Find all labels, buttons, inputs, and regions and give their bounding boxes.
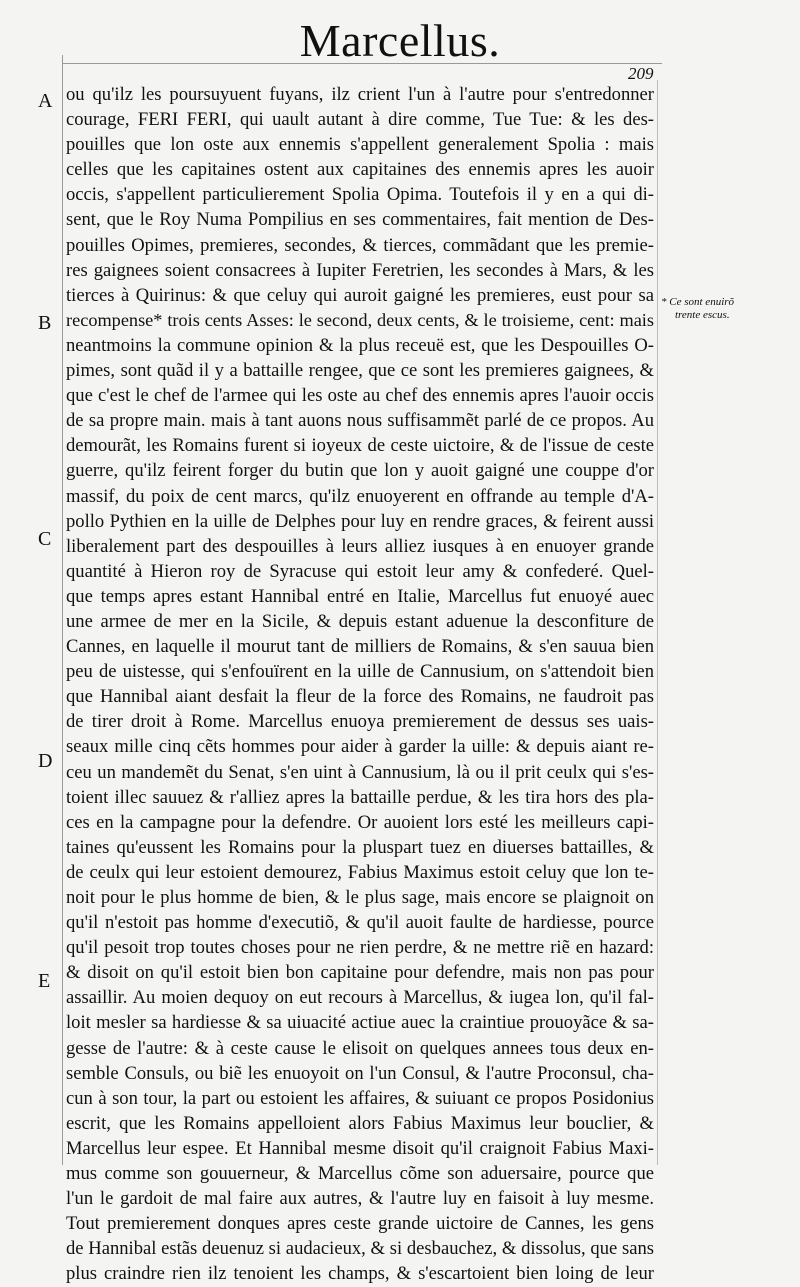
text-line: de tirer droit à Rome. Marcellus enuoya premierement de dessus ses uais- [66,711,654,733]
text-line: plus craindre rien ilz tenoient les champs, & s'escartoient bien loing de leur [66,1263,654,1285]
text-line: neantmoins la commune opinion & la plus receuë est, que les Despouilles O- [66,334,654,356]
text-line: peu de uistesse, qui s'enfouïrent en la uille de Cannusium, on s'attendoit bien [66,661,654,683]
text-line: assaillir. Au moien dequoy on eut recours à Marcellus, & iugea lon, qu'il fal- [66,987,654,1009]
text-line: massif, du poix de cent marcs, qu'ilz enuoyerent en offrande au temple d'A- [66,485,654,507]
page-number: 209 [628,64,654,83]
text-line: que Hannibal aiant desfait la fleur de la force des Romains, ne faudroit pas [66,686,654,708]
text-line: ces en la campagne pour la defendre. Or auoient lors esté les meilleurs capi- [66,811,654,833]
text-line: Cannes, en laquelle il mourut tant de milliers de Romains, & s'en sauua bien [66,636,654,658]
text-line: gesse de l'autre: & à ceste cause le elisoit on quelques annees tous deux en- [66,1037,654,1059]
text-line: Marcellus leur espee. Et Hannibal mesme disoit qu'il craignoit Fabius Maxi- [66,1137,654,1159]
section-marker-b: B [38,312,52,334]
text-line: Tout premierement donques apres ceste grande uictoire de Cannes, les gens [66,1213,654,1235]
text-line: pouilles que lon oste aux ennemis s'appellent generalement Spolia : mais [66,134,654,156]
section-marker-d: D [38,750,53,772]
text-line: de sa propre main. mais à tant auons nous suffisammẽt parlé de ce propos. Au [66,410,654,432]
section-marker-c: C [38,528,52,550]
right-margin-rule [657,80,658,1165]
text-line: ceu un mandemẽt du Senat, s'en uint à Cannusium, là ou il prit ceulx qui s'es- [66,761,654,783]
text-line: l'un le gardoit de mal faire aux autres, & l'autre luy en faisoit à luy mesme. [66,1188,654,1210]
left-margin-rule [62,55,63,1165]
marginal-note [661,296,796,322]
text-line: que c'est le chef de l'armee qui les oste au chef des ennemis apres l'auoir occis [66,385,654,407]
text-line: toient illec sauuez & r'alliez apres la battaille perdue, & les tira hors des pla- [66,786,654,808]
text-line: courage, FERI FERI, qui uault autant à dire comme, Tue Tue: & les des- [66,109,654,131]
text-line: pouilles Opimes, premieres, secondes, & tierces, commãdant que les premie- [66,234,654,256]
text-line: recompense* trois cents Asses: le second, deux cents, & le troisieme, cent: mais [66,309,654,330]
text-line: liberalement part des despouilles à leurs alliez iusques à en enuoyer grande [66,535,654,557]
text-line: qu'il n'estoit pas homme d'executiõ, & qu'il auoit faulte de hardiesse, pource [66,912,654,934]
text-line: qu'il pesoit trop toutes choses pour ne rien perdre, & ne mettre riẽ en hazard: [66,937,654,959]
text-line: cun à son tour, la part ou estoient les affaires, & suiuant ce propos Posidonius [66,1087,654,1109]
text-line: taines qu'eussent les Romains pour la pluspart tuez en diuerses battailles, & [66,836,654,858]
running-title: Marcellus. [299,15,501,66]
text-line: semble Consuls, ou biẽ les enuoyoit on l'un Consul, & l'autre Proconsul, cha- [66,1062,654,1084]
text-line: de Hannibal estãs deuenuz si audacieux, & si desbauchez, & dissolus, que sans [66,1238,654,1260]
text-line: celles que les capitaines ostent aux capitaines des ennemis apres les auoir [66,159,654,181]
text-line: & disoit on qu'il estoit bien bon capitaine pour defendre, mais non pas pour [66,962,654,984]
text-line: mus comme son gouuerneur, & Marcellus cõme son aduersaire, pource que [66,1163,654,1185]
text-line: quantité à Hieron roy de Syracuse qui estoit leur amy & confederé. Quel- [66,560,654,582]
section-marker-a: A [38,90,53,112]
text-line: noit pour le plus homme de bien, & le plus sage, mais encore se plaignoit on [66,887,654,908]
text-line: une armee de mer en la Sicile, & depuis estant aduenue la desconfiture de [66,610,654,632]
text-line: demourãt, les Romains furent si ioyeux de ceste uictoire, & de l'issue de ceste [66,435,654,457]
marginal-note-line: * Ce sont enuirõ [661,296,735,308]
text-line: sent, que le Roy Numa Pompilius en ses commentaires, fait mention de Des- [66,209,654,231]
text-line: occis, s'appellent particulierement Spolia Opima. Toutefois il y en a qui di- [66,184,654,206]
text-line: que temps apres estant Hannibal entré en Italie, Marcellus fut enuoyé auec [66,585,654,607]
text-line: guerre, qu'ilz feirent forger du butin que lon y auoit gaigné une couppe d'or [66,460,654,482]
text-line: tierces à Quirinus: & que celuy qui auroit gaigné les premieres, eust pour sa [66,284,654,306]
text-line: escrit, que les Romains appelloient alors Fabius Maximus leur bouclier, & [66,1112,654,1134]
text-line: de ceulx qui leur estoient demourez, Fabius Maximus estoit celuy que lon te- [66,861,654,883]
text-line: seaux mille cinq cẽts hommes pour aider à garder la uille: & depuis aiant re- [66,736,654,758]
section-marker-e: E [38,970,51,992]
body-text [66,82,654,1287]
text-line: res gaignees soient consacrees à Iupiter Feretrien, les secondes à Mars, & les [66,259,654,281]
marginal-note-line: trente escus. [675,309,730,321]
text-line: ou qu'ilz les poursuyuent fuyans, ilz crient l'un à l'autre pour s'entredonner [66,84,654,105]
text-line: loit mesler sa hardiesse & sa uiuacité actiue auec la craintiue prouoyãce & sa- [66,1012,654,1034]
text-line: pimes, sont quãd il y a battaille rengee, que ce sont les premieres gaignees, & [66,360,654,382]
text-line: pollo Pythien en la uille de Delphes pour luy en rendre graces, & feirent aussi [66,510,654,532]
